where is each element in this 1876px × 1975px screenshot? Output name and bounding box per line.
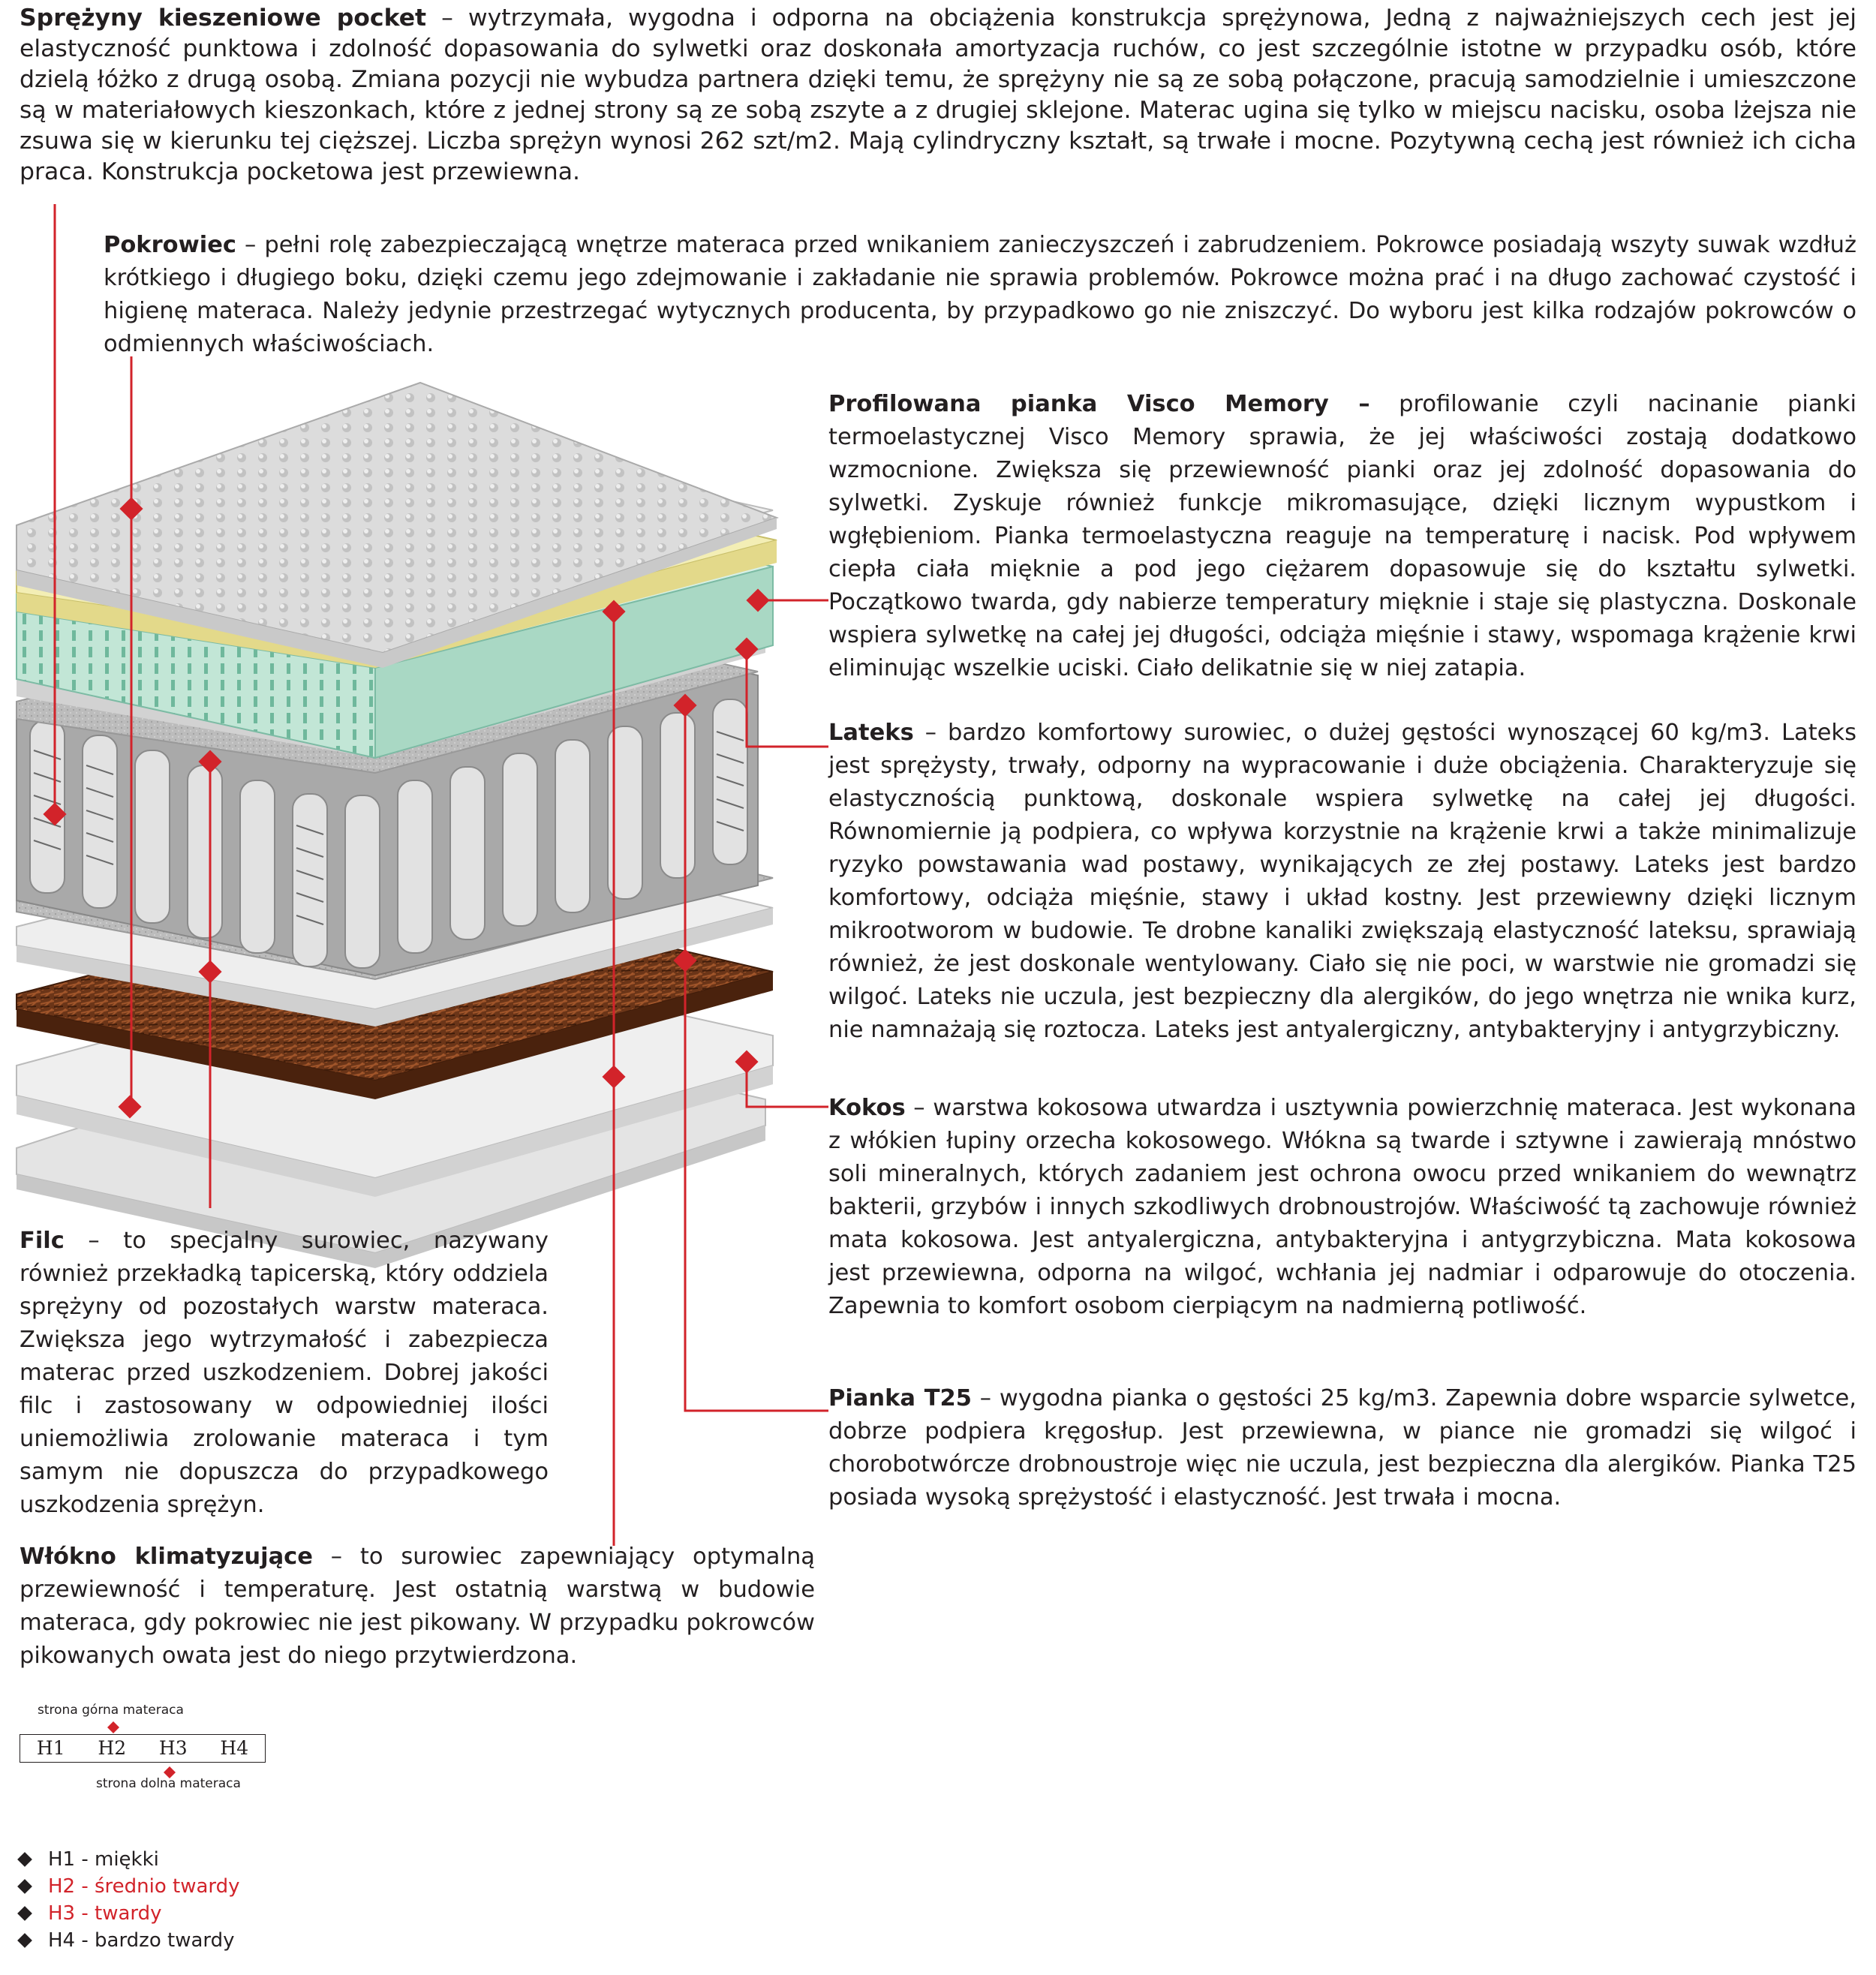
diamond-icon	[17, 1879, 32, 1894]
marker-hardness-top	[107, 1721, 119, 1733]
paragraph-wlokno	[20, 1541, 815, 1673]
heading-sprezyny: Sprężyny kieszeniowe pocket	[20, 5, 427, 32]
marker-filc	[198, 750, 221, 773]
diamond-icon	[17, 1906, 32, 1921]
hardness-h1: H1	[36, 1737, 65, 1759]
marker-springs-bottom	[118, 1095, 141, 1118]
text-t25: – wygodna pianka o gęstości 25 kg/m3. Zapewnia dobre wsparcie sylwetce, dobrze podpiera kręgosłup. Jest przewiewna, w piance nie gromadzi się wilgoć i chorobotwórcze drobnoustroje więc nie uczula, jest bezpieczna dla alergików. Pianka T25 posiada wysoką sprężystość i elastyczność. Jest trwała i mocna.	[828, 1385, 1856, 1511]
leader-lateks	[747, 649, 828, 747]
marker-t25	[673, 693, 696, 717]
legend-item-h4	[20, 1929, 235, 1952]
hardness-scale	[20, 1734, 266, 1763]
marker-t25-2	[673, 948, 696, 972]
legend-item-h3	[20, 1902, 162, 1925]
paragraph-visco	[828, 388, 1856, 685]
legend-text-h3: H3 - twardy	[48, 1902, 162, 1925]
paragraph-kokos	[828, 1092, 1856, 1323]
diamond-icon	[17, 1852, 32, 1867]
hardness-top-label: strona górna materaca	[38, 1703, 184, 1718]
legend-text-h2: H2 - średnio twardy	[48, 1875, 240, 1898]
heading-kokos: Kokos	[828, 1095, 906, 1121]
marker-kokos	[735, 1050, 758, 1073]
hardness-h4: H4	[220, 1737, 249, 1759]
text-kokos: – warstwa kokosowa utwardza i usztywnia powierzchnię materaca. Jest wykonana z włókien łupiny orzecha kokosowego. Włókna są twarde i sztywne i zawierają mnóstwo soli mineralnych, których zadaniem jest ochrona owocu przed wnikaniem do wewnątrz bakterii, grzybów i innych szkodliwych drobnoustrojów. Właściwość tą zachowuje również mata kokosowa. Jest antyalergiczna, antybakteryjna i antygrzybiczna. Mata kokosowa jest przewiewna, odporna na wilgoć, wchłania jej nadmiar i odparowuje do otoczenia. Zapewnia to komfort osobom cierpiącym na nadmierną potliwość.	[828, 1095, 1856, 1319]
leader-t25	[685, 705, 828, 1411]
marker-lateks	[735, 637, 758, 660]
text-wlokno: – to surowiec zapewniający optymalną przewiewność i temperaturę. Jest ostatnią warstwą w budowie materaca, gdy pokrowiec nie jest pikowany. W przypadku pokrowców pikowanych owata jest do niego przytwierdzona.	[20, 1544, 815, 1669]
text-filc: – to specjalny surowiec, nazywany również przekładką tapicerską, który oddziela sprężyny od pozostałych warstw materaca. Zwiększa jego wytrzymałość i zabezpiecza materac przed uszkodzeniem. Dobrej jakości filc i zastosowany w odpowiedniej ilości uniemożliwia zrolowanie materaca i tym samym nie dopuszcza do przypadkowego uszkodzenia sprężyn.	[20, 1228, 549, 1518]
leader-kokos	[747, 1062, 828, 1107]
hardness-bottom-label: strona dolna materaca	[96, 1776, 241, 1791]
marker-sprezyny	[43, 802, 66, 825]
text-visco: profilowanie czyli nacinanie pianki termoelastycznej Visco Memory sprawia, że jej właściwości zostają dodatkowo wzmocnione. Zwiększa się przewiewność pianki oraz jej zdolność dopasowania do sylwetki. Zyskuje również funkcje mikromasujące, dzięki licznym wypustkom i wgłębieniom. Pianka termoelastyczna reaguje na temperaturę i nacisk. Pod wpływem ciepła ciała mięknie a pod jego ciężarem dopasowuje się do kształtu sylwetki. Początkowo twarda, gdy nabierze temperatury mięknie i staje się plastyczna. Doskonale wspiera sylwetkę na całej jej długości, odciąża mięśnie i stawy, wspomaga krążenie krwi eliminując wszelkie uciski. Ciało delikatnie się w niej zatapia.	[828, 391, 1856, 681]
paragraph-filc	[20, 1225, 549, 1522]
paragraph-pokrowiec	[104, 229, 1856, 361]
hardness-h3: H3	[158, 1737, 188, 1759]
hardness-h2: H2	[98, 1737, 127, 1759]
marker-filc-2	[198, 960, 221, 983]
heading-wlokno: Włókno klimatyzujące	[20, 1544, 313, 1570]
text-sprezyny: – wytrzymała, wygodna i odporna na obciążenia konstrukcja sprężynowa, Jedną z najważniejszych cech jest jej elastyczność punktowa i zdolność dopasowania do sylwetki oraz doskonała amortyzacja ruchów, co jest szczególnie istotne w przypadku osób, które dzielą łóżko z drugą osobą. Zmiana pozycji nie wybudza partnera dzięki temu, że sprężyny nie są ze sobą połączone, pracują samodzielnie i umieszczone są w materiałowych kieszonkach, które z jednej strony są ze sobą zszyte a z drugiej sklejone. Materac ugina się tylko w miejscu nacisku, osoba lżejsza nie zsuwa się w kierunku tej cięższej. Liczba sprężyn wynosi 262 szt/m2. Mają cylindryczny kształt, są trwałe i mocne. Pozytywną cechą jest również ich cicha praca. Konstrukcja pocketowa jest przewiewna.	[20, 5, 1857, 185]
paragraph-sprezyny	[20, 3, 1856, 188]
heading-lateks: Lateks	[828, 720, 914, 746]
marker-pokrowiec	[119, 497, 143, 520]
heading-visco: Profilowana pianka Visco Memory –	[828, 391, 1370, 417]
legend-text-h4: H4 - bardzo twardy	[48, 1929, 235, 1952]
marker-wlokno-2	[602, 1065, 625, 1088]
legend-item-h1	[20, 1848, 159, 1871]
heading-pokrowiec: Pokrowiec	[104, 232, 236, 258]
marker-wlokno	[602, 600, 625, 623]
text-lateks: – bardzo komfortowy surowiec, o dużej gęstości wynoszącej 60 kg/m3. Lateks jest sprężysty, trwały, odporny na wypracowanie i duże obciążenia. Charakteryzuje się elastycznością punktową, doskonale wspiera sylwetkę na całej jej długości. Równomiernie ją podpiera, co wpływa korzystnie na krążenie krwi a także minimalizuje ryzyko powstawania wad postawy, wynikających ze złej postawy. Lateks jest bardzo komfortowy, odciąża mięśnie, stawy i układ kostny. Jest przewiewny dzięki licznym mikrootworom w budowie. Te drobne kanaliki zwiększają elastyczność lateksu, sprawiają również, że jest doskonale wentylowany. Ciało się nie poci, w warstwie nie gromadzi się wilgoć. Lateks nie uczula, jest bezpieczny dla alergików, do jego wnętrza nie wnika kurz, nie namnażają się roztocza. Lateks jest antyalergiczny, antybakteryjny i antygrzybiczny.	[828, 720, 1856, 1043]
paragraph-lateks	[828, 717, 1856, 1047]
text-pokrowiec: – pełni rolę zabezpieczającą wnętrze materaca przed wnikaniem zanieczyszczeń i zabrudzeniem. Pokrowce posiadają wszyty suwak wzdłuż krótkiego i długiego boku, dzięki czemu jego zdejmowanie i zakładanie nie sprawia problemów. Pokrowce można prać i na długo zachować czystość i higienę materaca. Należy jedynie przestrzegać wytycznych producenta, by przypadkowo go nie zniszczyć. Do wyboru jest kilka rodzajów pokrowców o odmiennych właściwościach.	[104, 232, 1856, 357]
paragraph-t25	[828, 1382, 1856, 1514]
heading-filc: Filc	[20, 1228, 65, 1254]
legend-text-h1: H1 - miękki	[48, 1848, 159, 1871]
legend-item-h2	[20, 1875, 240, 1898]
heading-t25: Pianka T25	[828, 1385, 972, 1411]
marker-visco	[746, 588, 769, 612]
diamond-icon	[17, 1933, 32, 1948]
